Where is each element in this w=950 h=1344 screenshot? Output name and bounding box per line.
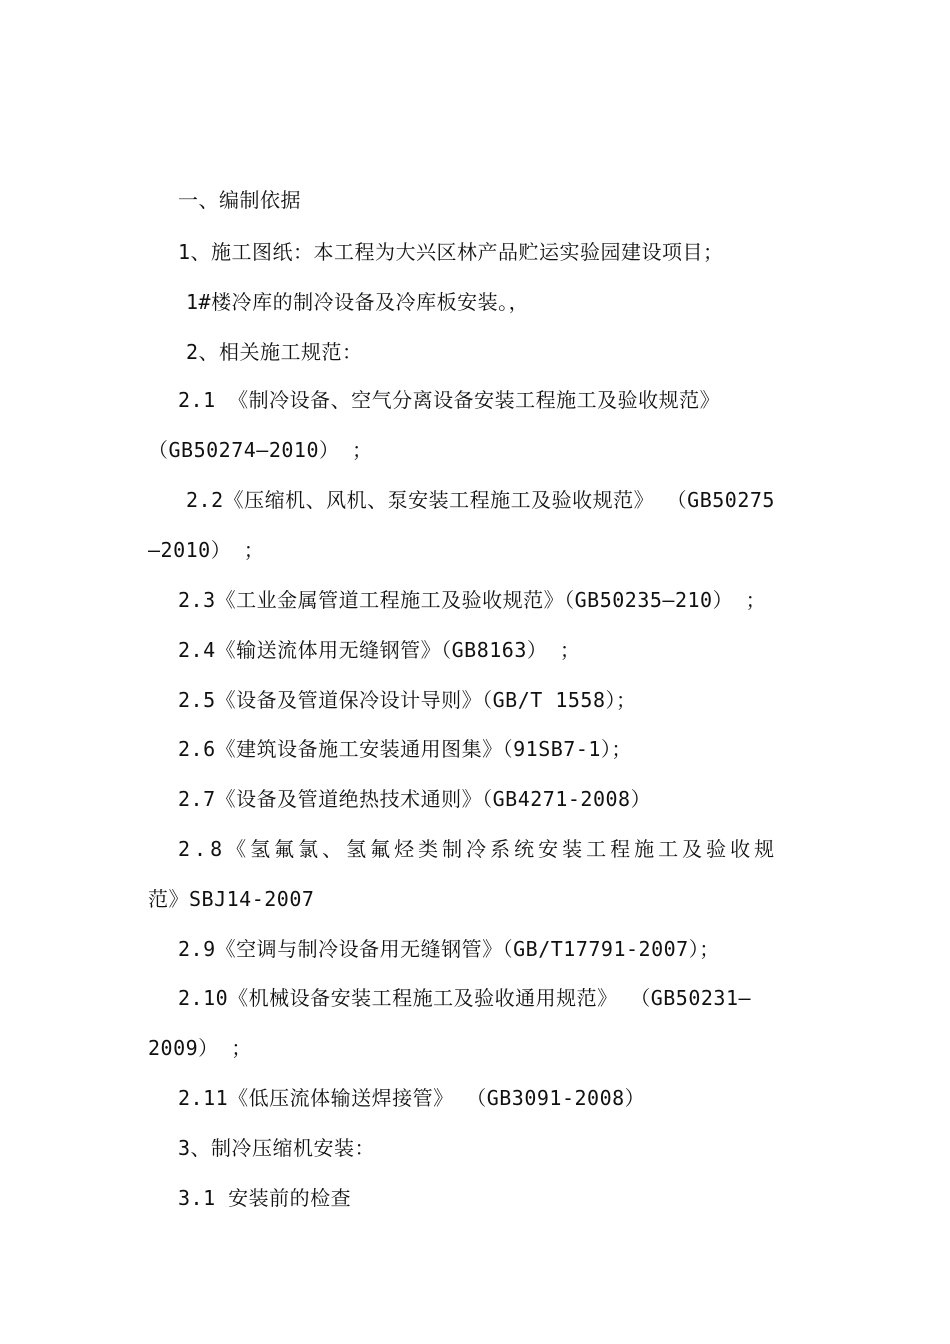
standard-2-4: 2.4《输送流体用无缝钢管》（GB8163） ； xyxy=(178,638,581,662)
standard-2-7: 2.7《设备及管道绝热技术通则》（GB4271-2008） xyxy=(178,787,652,811)
paragraph-standards-heading: 2、相关施工规范： xyxy=(186,340,363,364)
standard-2-1-line1: 2.1 《制冷设备、空气分离设备安装工程施工及验收规范》 xyxy=(178,388,721,412)
standard-2-2-line1: 2.2《压缩机、风机、泵安装工程施工及验收规范》 （GB50275 xyxy=(186,488,775,512)
standard-2-6: 2.6《建筑设备施工安装通用图集》（91SB7-1）； xyxy=(178,737,632,761)
paragraph-drawings: 1、施工图纸：本工程为大兴区林产品贮运实验园建设项目； xyxy=(178,240,724,264)
standard-2-10-line2: 2009） ； xyxy=(148,1036,252,1060)
standard-2-3: 2.3《工业金属管道工程施工及验收规范》（GB50235—210） ； xyxy=(178,588,767,612)
paragraph-installation-scope: 1#楼冷库的制冷设备及冷库板安装。， xyxy=(186,290,530,314)
section-heading: 一、编制依据 xyxy=(178,188,301,212)
standard-2-9: 2.9《空调与制冷设备用无缝钢管》（GB/T17791-2007）； xyxy=(178,937,720,961)
standard-2-8-line1: 2.8《氢氟氯、氢氟烃类制冷系统安装工程施工及验收规 xyxy=(178,837,779,861)
standard-2-10-line1: 2.10《机械设备安装工程施工及验收通用规范》 （GB50231— xyxy=(178,986,752,1010)
standard-2-11: 2.11《低压流体输送焊接管》 （GB3091-2008） xyxy=(178,1086,646,1110)
standard-2-8-line2: 范》SBJ14-2007 xyxy=(148,887,315,911)
standard-2-1-line2: （GB50274—2010） ； xyxy=(148,438,373,462)
paragraph-compressor-installation: 3、制冷压缩机安装： xyxy=(178,1136,376,1160)
standard-2-2-line2: —2010） ； xyxy=(148,538,265,562)
standard-2-5: 2.5《设备及管道保冷设计导则》（GB/T 1558）； xyxy=(178,688,637,712)
subsection-pre-installation-check: 3.1 安装前的检查 xyxy=(178,1186,352,1210)
